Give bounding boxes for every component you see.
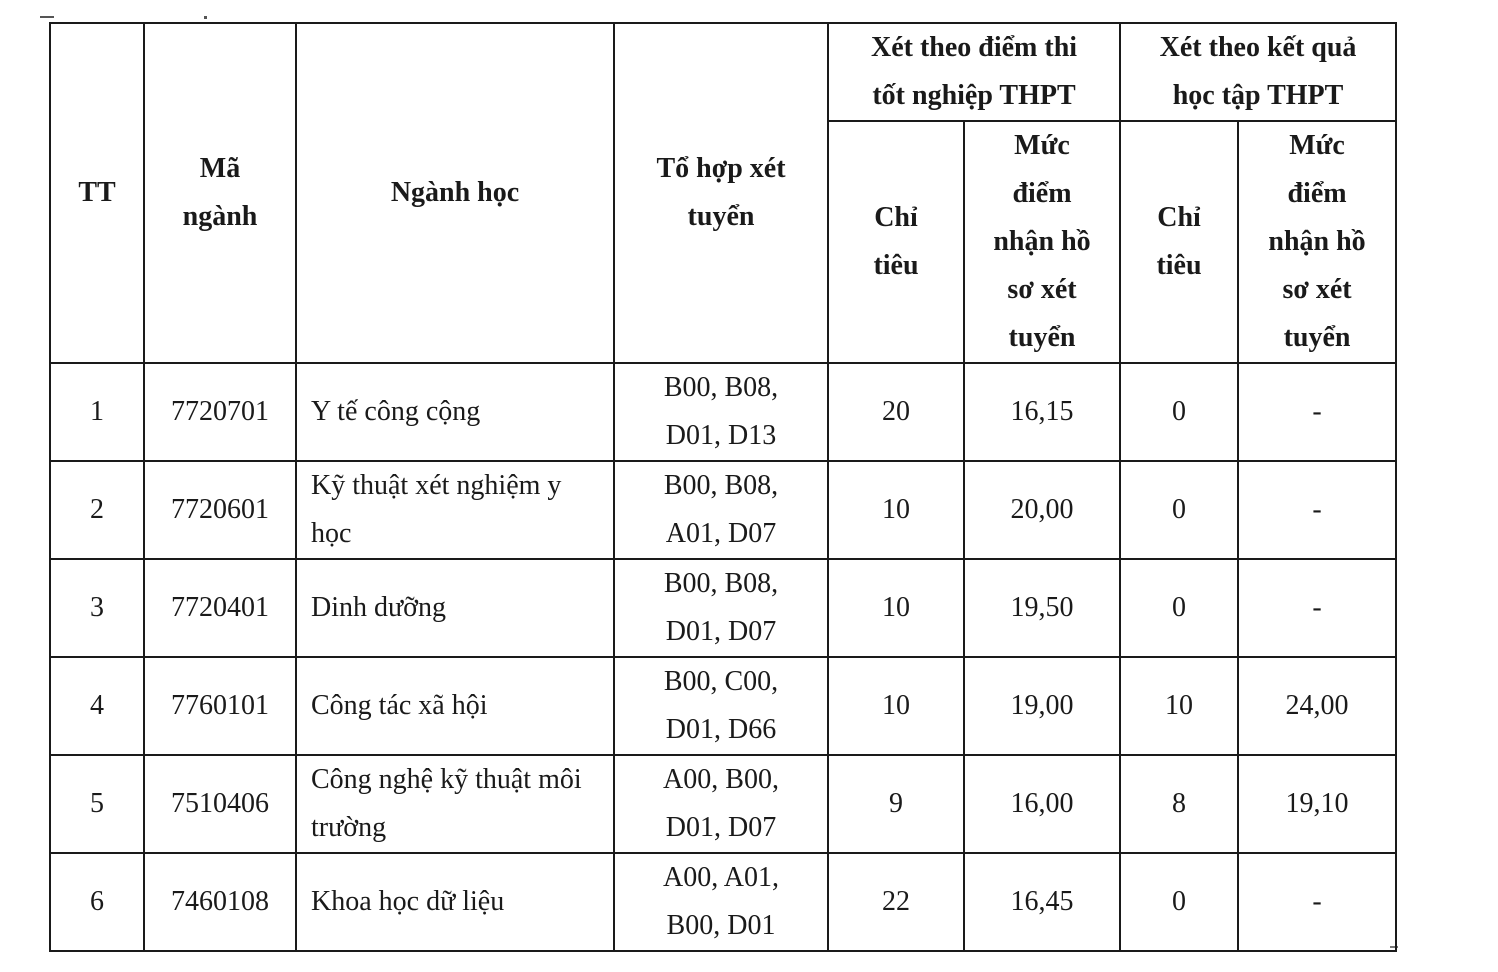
header-group-diem-thi (828, 23, 1120, 121)
cell-ma-nganh: 7720601 (144, 461, 296, 559)
header-to-hop-text: Tổ hợp xét tuyển (656, 153, 786, 232)
cell-to-hop (614, 755, 828, 853)
header-chi-tieu-2-text: Chỉ tiêu (1156, 202, 1202, 281)
cell-tt: 2 (50, 461, 144, 559)
cell-to-hop-text: A00, A01, B00, D01 (663, 862, 779, 941)
header-muc-diem-1-text: Mức điểm nhận hồ sơ xét tuyển (993, 130, 1091, 353)
header-group-ket-qua (1120, 23, 1396, 121)
table-row (50, 363, 1396, 461)
header-group-ket-qua-text: Xét theo kết quả học tập THPT (1159, 32, 1357, 111)
cell-muc-diem-1: 16,45 (964, 853, 1120, 951)
header-nganh-hoc: Ngành học (296, 23, 614, 363)
cell-tt: 5 (50, 755, 144, 853)
header-ma-nganh (144, 23, 296, 363)
cell-muc-diem-2: - (1238, 461, 1396, 559)
cell-chi-tieu-2: 0 (1120, 363, 1238, 461)
cell-nganh-hoc: Dinh dưỡng (296, 559, 614, 657)
cell-nganh-hoc: Y tế công cộng (296, 363, 614, 461)
cell-chi-tieu-2: 10 (1120, 657, 1238, 755)
header-chi-tieu-2 (1120, 121, 1238, 363)
cell-chi-tieu-1: 9 (828, 755, 964, 853)
cell-muc-diem-2: - (1238, 363, 1396, 461)
header-chi-tieu-1-text: Chỉ tiêu (873, 202, 919, 281)
cell-to-hop-text: A00, B00, D01, D07 (663, 764, 779, 843)
cell-chi-tieu-2: 0 (1120, 461, 1238, 559)
table-row (50, 461, 1396, 559)
cell-muc-diem-2: - (1238, 559, 1396, 657)
header-ma-nganh-text: Mã ngành (182, 153, 258, 232)
cell-to-hop (614, 657, 828, 755)
cell-nganh-hoc: Kỹ thuật xét nghiệm y học (296, 461, 614, 559)
cell-to-hop-text: B00, C00, D01, D66 (663, 666, 779, 745)
cell-muc-diem-2: - (1238, 853, 1396, 951)
table-row (50, 657, 1396, 755)
cell-muc-diem-1: 20,00 (964, 461, 1120, 559)
cell-muc-diem-1: 16,15 (964, 363, 1120, 461)
cell-chi-tieu-1: 22 (828, 853, 964, 951)
cell-tt: 6 (50, 853, 144, 951)
admission-table (49, 22, 1397, 952)
header-muc-diem-2 (1238, 121, 1396, 363)
cell-ma-nganh: 7460108 (144, 853, 296, 951)
cell-chi-tieu-1: 20 (828, 363, 964, 461)
cell-ma-nganh: 7510406 (144, 755, 296, 853)
page-edge-mark (40, 16, 54, 18)
cell-tt: 3 (50, 559, 144, 657)
cell-muc-diem-1: 16,00 (964, 755, 1120, 853)
cell-ma-nganh: 7720701 (144, 363, 296, 461)
cell-nganh-hoc: Công nghệ kỹ thuật môi trường (296, 755, 614, 853)
cell-to-hop-text: B00, B08, D01, D07 (663, 568, 779, 647)
cell-muc-diem-2: 19,10 (1238, 755, 1396, 853)
header-group-diem-thi-text: Xét theo điểm thi tốt nghiệp THPT (870, 32, 1078, 111)
cell-to-hop-text: B00, B08, A01, D07 (663, 470, 779, 549)
cell-to-hop (614, 363, 828, 461)
header-tt: TT (50, 23, 144, 363)
cell-muc-diem-2: 24,00 (1238, 657, 1396, 755)
cell-chi-tieu-1: 10 (828, 559, 964, 657)
table-row (50, 755, 1396, 853)
cell-tt: 1 (50, 363, 144, 461)
cell-chi-tieu-1: 10 (828, 461, 964, 559)
cell-muc-diem-1: 19,00 (964, 657, 1120, 755)
cell-chi-tieu-2: 0 (1120, 559, 1238, 657)
cell-chi-tieu-1: 10 (828, 657, 964, 755)
header-muc-diem-2-text: Mức điểm nhận hồ sơ xét tuyển (1268, 130, 1366, 353)
cell-muc-diem-1: 19,50 (964, 559, 1120, 657)
header-muc-diem-1 (964, 121, 1120, 363)
table-row (50, 559, 1396, 657)
cell-to-hop (614, 559, 828, 657)
cell-ma-nganh: 7720401 (144, 559, 296, 657)
cell-nganh-hoc: Khoa học dữ liệu (296, 853, 614, 951)
cell-nganh-hoc: Công tác xã hội (296, 657, 614, 755)
cell-chi-tieu-2: 0 (1120, 853, 1238, 951)
cell-to-hop (614, 461, 828, 559)
cell-ma-nganh: 7760101 (144, 657, 296, 755)
table-row (50, 853, 1396, 951)
cell-chi-tieu-2: 8 (1120, 755, 1238, 853)
header-chi-tieu-1 (828, 121, 964, 363)
cell-tt: 4 (50, 657, 144, 755)
page-edge-dot (204, 16, 207, 19)
cell-to-hop-text: B00, B08, D01, D13 (663, 372, 779, 451)
cell-to-hop (614, 853, 828, 951)
header-to-hop (614, 23, 828, 363)
